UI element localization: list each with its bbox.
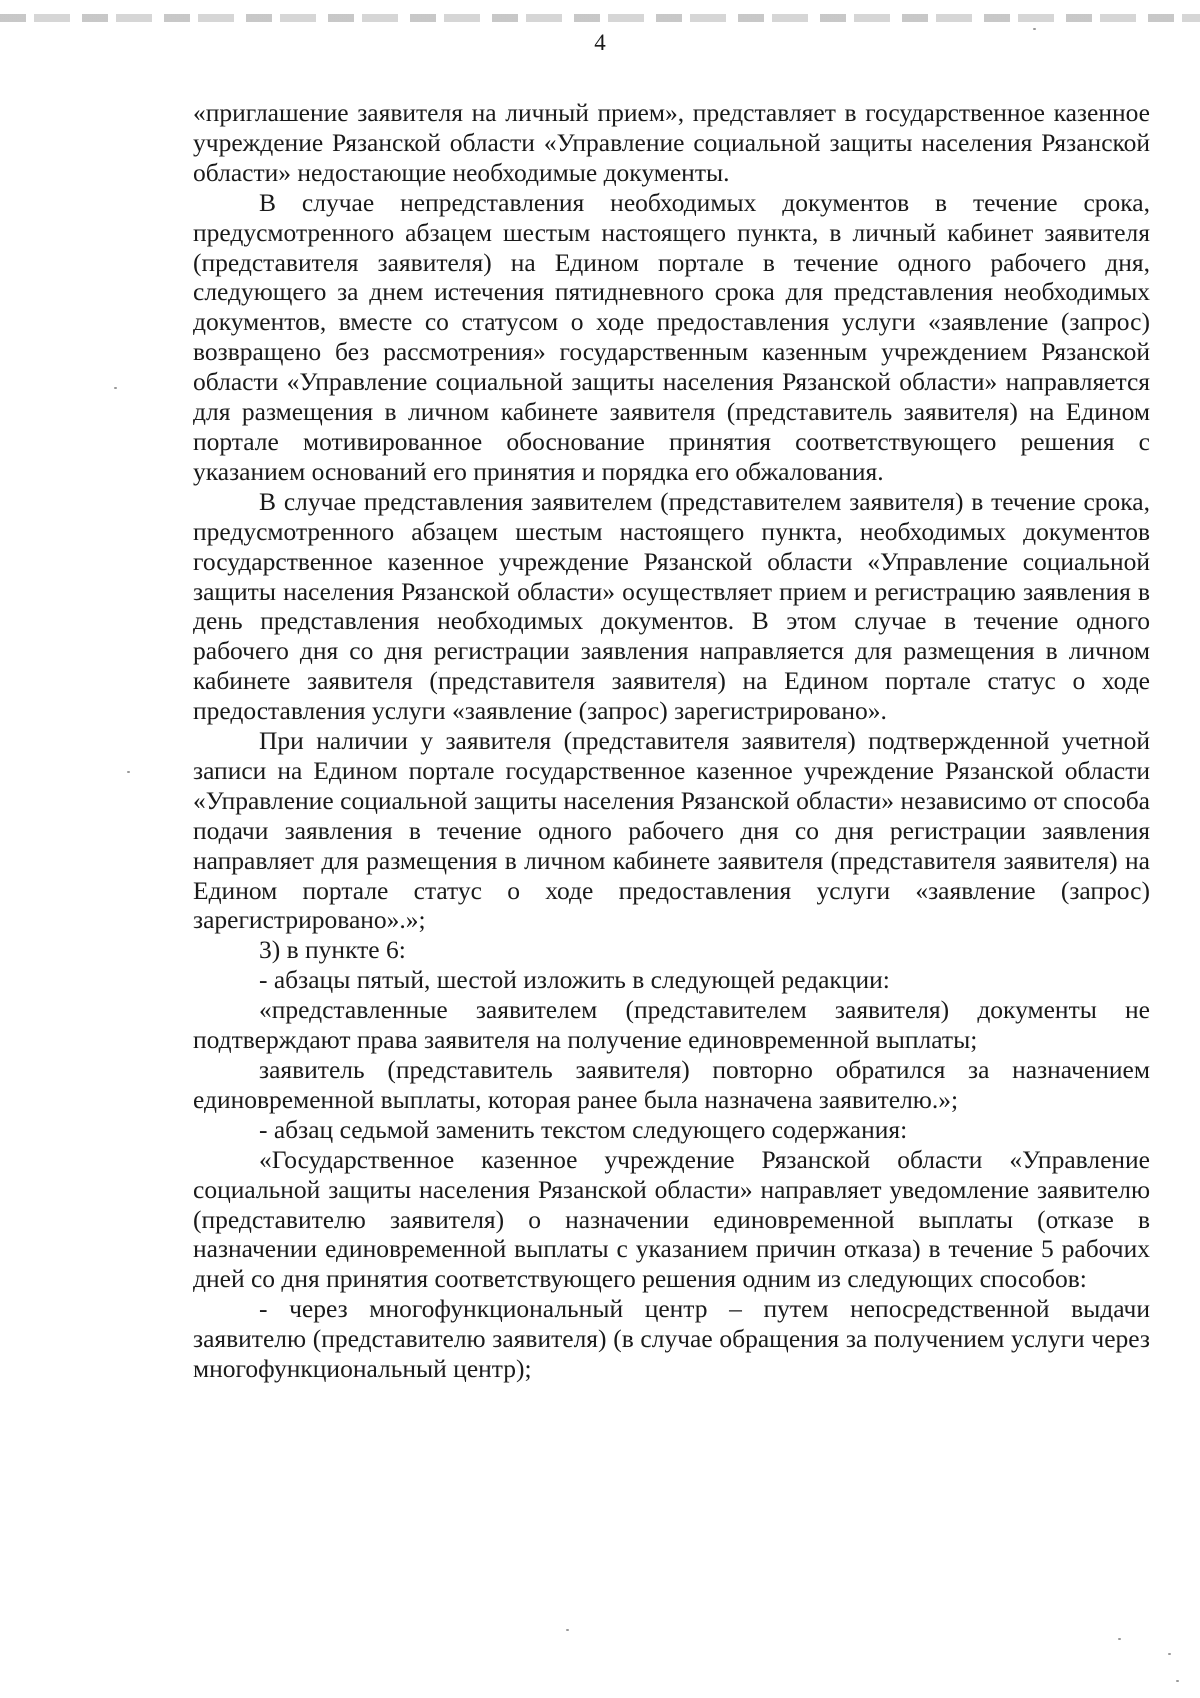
paragraph-10: «Государственное казенное учреждение Рязанской области «Управление социальной защиты населения Рязанской области» направляет уведомление заявителю (представителю заявителя) о назначении единовременной выплаты (отказе в назначении единовременной выплаты с указанием причин отказа) в течение 5 рабочих дней со дня принятия соответствующего решения одним из следующих способов: [193,1144,1150,1294]
paragraph-4: При наличии у заявителя (представителя заявителя) подтвержденной учетной записи на Едином портале государственное казенное учреждение Рязанской области «Управление социальной защиты населения Рязанской области» независимо от способа подачи заявления в течение одного рабочего дня со дня регистрации заявления направляет для размещения в личном кабинете заявителя (представителя заявителя) на Едином портале статус о ходе предоставления услуги «заявление (запрос) зарегистрировано».»; [193,726,1150,935]
scan-speck [1033,28,1036,30]
paragraph-2: В случае непредставления необходимых документов в течение срока, предусмотренного абзацем шестым настоящего пункта, в личный кабинет заявителя (представителя заявителя) на Едином портале в течение одного рабочего дня, следующего за днем истечения пятидневного срока для представления необходимых документов, вместе со статусом о ходе предоставления услуги «заявление (запрос) возвращено без рассмотрения» государственным казенным учреждением Рязанской области «Управление социальной защиты населения Рязанской области» направляется для размещения в личном кабинете заявителя (представитель заявителя) на Едином портале мотивированное обоснование принятия соответствующего решения с указанием оснований его принятия и порядка его обжалования. [193,187,1150,486]
page-number: 4 [594,30,606,55]
scan-speck [1118,1638,1121,1640]
scan-speck [1176,1680,1179,1682]
scan-speck [114,387,117,389]
scan-speck [127,771,130,773]
paragraph-11: - через многофункциональный центр – путем непосредственной выдачи заявителю (представителю заявителя) (в случае обращения за получением услуги через многофункциональный центр); [193,1294,1150,1384]
paragraph-3: В случае представления заявителем (представителем заявителя) в течение срока, предусмотренного абзацем шестым настоящего пункта, необходимых документов государственное казенное учреждение Рязанской области «Управление социальной защиты населения Рязанской области» осуществляет прием и регистрацию заявления в день представления необходимых документов. В этом случае в течение одного рабочего дня со дня регистрации заявления направляется для размещения в личном кабинете заявителя (представителя заявителя) на Едином портале статус о ходе предоставления услуги «заявление (запрос) зарегистрировано». [193,486,1150,726]
paragraph-7: «представленные заявителем (представителем заявителя) документы не подтверждают права заявителя на получение единовременной выплаты; [193,995,1150,1055]
paragraph-6: - абзацы пятый, шестой изложить в следующей редакции: [259,965,890,995]
paragraph-8: заявитель (представитель заявителя) повторно обратился за назначением единовременной выплаты, которая ранее была назначена заявителю.»; [193,1055,1150,1114]
paragraph-9: - абзац седьмой заменить текстом следующего содержания: [259,1114,908,1144]
scan-top-edge [0,14,1200,22]
scan-speck [566,1629,569,1631]
paragraph-1: «приглашение заявителя на личный прием», представляет в государственное казенное учреждение Рязанской области «Управление социальной защиты населения Рязанской области» недостающие необходимые документы. [193,98,1150,187]
document-body [193,98,1150,1384]
scan-speck [1168,1653,1171,1655]
paragraph-5: 3) в пункте 6: [259,935,406,965]
